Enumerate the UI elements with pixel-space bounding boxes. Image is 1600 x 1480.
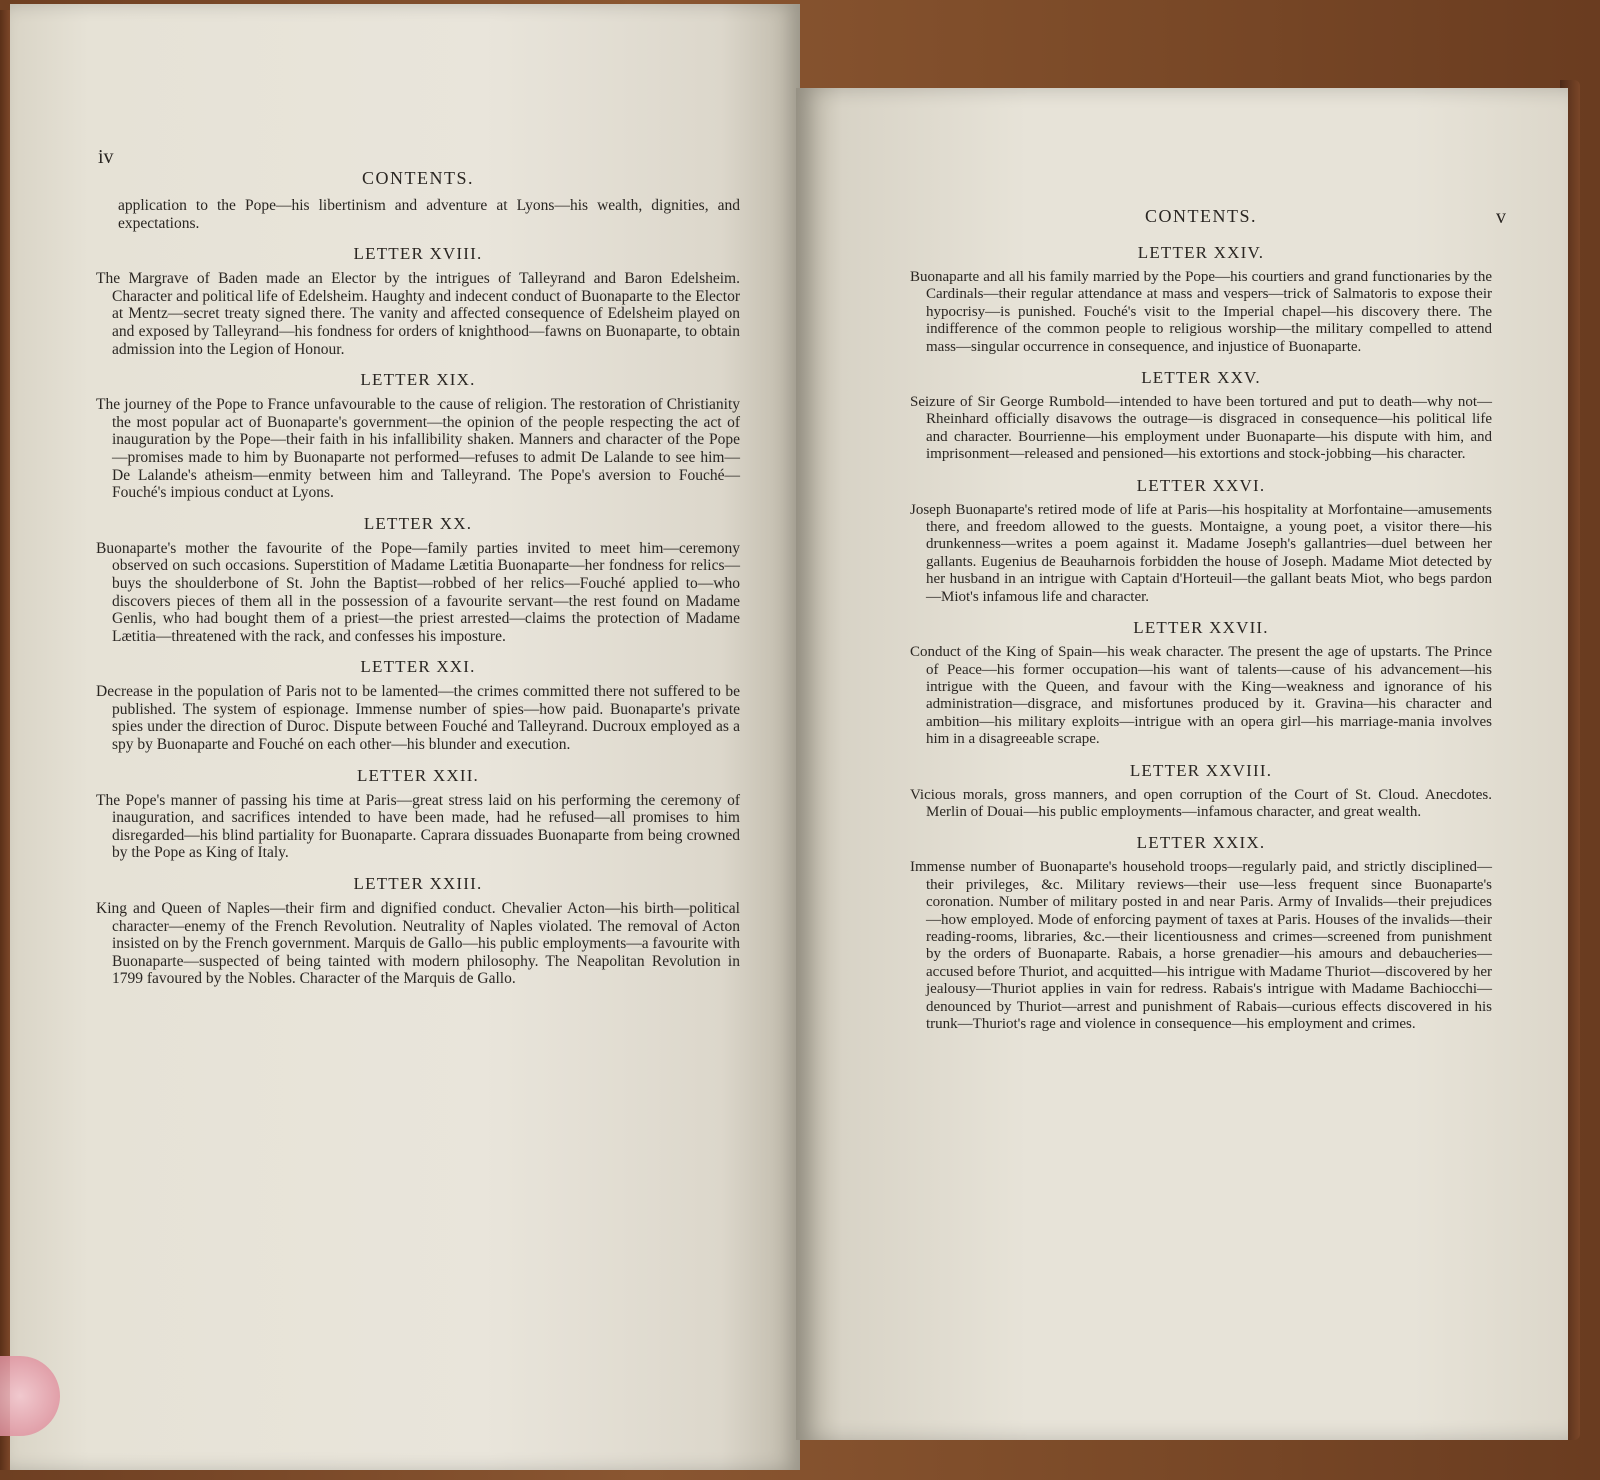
letter-summary: King and Queen of Naples—their firm and dignified conduct. Chevalier Acton—his birth—political character—enemy of the French Revolution. Neutrality of Naples violated. The removal of Acton insisted on by the French government. Marquis de Gallo—his public employments—a favourite with Buonaparte—suspected of being tainted with modern philosophy. The Neapolitan Revolution in 1799 favoured by the Nobles. Character of the Marquis de Gallo. (96, 900, 740, 988)
letter-summary: The journey of the Pope to France unfavourable to the cause of religion. The restoration of Christianity the most popular act of Buonaparte's government—the opinion of the people respecting the act of inauguration by the Pope—their faith in his infallibility shaken. Manners and character of the Pope—promises made to him by Buonaparte not performed—refuses to admit De Lalande to see him—De Lalande's atheism—enmity between him and Talleyrand. The Pope's aversion to Fouché—Fouché's impious conduct at Lyons. (96, 396, 740, 502)
letter-entry (910, 476, 1492, 606)
page-number: iv (98, 146, 114, 168)
letter-entry (96, 657, 740, 753)
letter-summary: Immense number of Buonaparte's household troops—regularly paid, and strictly disciplined—their privileges, &c. Military reviews—their use—less frequent since Buonaparte's coronation. Number of military posted in and near Paris. Army of Invalids—their prejudices—how employed. Mode of enforcing payment of taxes at Paris. Houses of the invalids—their reading-rooms, libraries, &c.—their licentiousness and crimes—screened from punishment by the orders of Buonaparte. Rabais, a horse grenadier—his amours and debaucheries—accused before Thuriot, and acquitted—his intrigue with Madame Thuriot—discovered by her jealousy—Thuriot applies in vain for redress. Rabais's intrigue with Madame Bachiocchi—denounced by Thuriot—arrest and punishment of Rabais—curious effects discovered in his trunk—Thuriot's rage and violence in consequence—his employment and crimes. (910, 859, 1492, 1032)
page-number: v (1496, 206, 1506, 228)
left-page (10, 4, 800, 1470)
letter-heading: LETTER XVIII. (353, 244, 483, 264)
letter-summary: The Pope's manner of passing his time at Paris—great stress laid on his performing the ceremony of inauguration, and sacrifices intended to have been made, had he refused—all promises to him disregarded—his blind partiality for Buonaparte. Caprara dissuades Buonaparte from being crowned by the Pope as King of Italy. (96, 791, 740, 862)
letter-entry (910, 761, 1492, 822)
letter-summary: Buonaparte's mother the favourite of the Pope—family parties invited to meet him—ceremony observed on such occasions. Superstition of Madame Lætitia Buonaparte—her fondness for relics—buys the shoulderbone of St. John the Baptist—robbed of her relics—Fouché applied to—who discovers pieces of them all in the possession of a favourite servant—the rest found on Madame Genlis, who had bought them of a priest—the priest arrested—claims the protection of Madame Lætitia—threatened with the rack, and confesses his imposture. (96, 539, 740, 645)
letter-entry (96, 766, 740, 862)
letter-summary: Joseph Buonaparte's retired mode of life at Paris—his hospitality at Morfontaine—amusements there, and freedom allowed to the guests. Montaigne, a young poet, a visitor there—his drunkenness—writes a poem against it. Madame Joseph's gallantries—duel between her gallants. Eugenius de Beauharnois forbidden the house of Joseph. Madame Miot detected by her husband in an intrigue with Captain d'Horteuil—the gallant beats Miot, who begs pardon—Miot's infamous life and character. (910, 501, 1492, 605)
letter-summary: Buonaparte and all his family married by the Pope—his courtiers and grand functionaries by the Cardinals—their regular attendance at mass and vespers—trick of Salmatoris to expose their hypocrisy—is punished. Fouché's visit to the Imperial chapel—his discovery there. The indifference of the common people to religious worship—the military compelled to attend mass—singular occurrence in consequence, and injustice of Buonaparte. (910, 269, 1492, 355)
letter-summary: Conduct of the King of Spain—his weak character. The present the age of upstarts. The Prince of Peace—his former occupation—his want of talents—cause of his advancement—his intrigue with the Queen, and favour with the King—weakness and ignorance of his administration—disgrace, and misfortunes produced by it. Gravina—his character and ambition—his military exploits—intrigue with an opera girl—his marriage-mania involves him in a disagreeable scrape. (910, 644, 1492, 748)
letter-entry (910, 368, 1492, 464)
running-head: CONTENTS. (362, 168, 474, 188)
letter-entry (910, 618, 1492, 748)
letter-heading: LETTER XX. (363, 513, 473, 533)
letter-summary: Decrease in the population of Paris not to be lamented—the crimes committed there not suffered to be published. The system of espionage. Immense number of spies—how paid. Buonaparte's private spies under the direction of Duroc. Dispute between Fouché and Talleyrand. Ducroux employed as a spy by Buonaparte and Fouché on each other—his blunder and execution. (96, 683, 740, 754)
running-head: CONTENTS. (1145, 206, 1257, 226)
letter-entry (910, 833, 1492, 1033)
letter-entry (96, 514, 740, 646)
letter-heading: LETTER XXVIII. (1129, 760, 1273, 780)
letter-summary: Vicious morals, gross manners, and open corruption of the Court of St. Cloud. Anecdotes. Merlin of Douai—his public employments—infamous character, and great wealth. (910, 786, 1492, 820)
letter-entry (96, 244, 740, 358)
letter-heading: LETTER XXVII. (1133, 618, 1269, 638)
letter-heading: LETTER XXV. (1141, 368, 1261, 388)
letter-summary: The Margrave of Baden made an Elector by the intrigues of Talleyrand and Baron Edelsheim. Character and political life of Edelsheim. Haughty and indecent conduct of Buonaparte to the Elector at Mentz—secret treaty signed there. The vanity and affected consequence of Edelsheim played on and exposed by Talleyrand—his fondness for orders of knighthood—fawns on Buonaparte, to obtain admission into the Legion of Honour. (96, 270, 740, 358)
letter-heading: LETTER XXII. (356, 765, 480, 785)
letter-summary: Seizure of Sir George Rumbold—intended to have been tortured and put to death—why not—Rheinhard officially disavows the outrage—is disgraced in consequence—his political life and character. Bourrienne—his employment under Buonaparte—his dispute with him, and imprisonment—released and pensioned—his extortions and stock-jobbing—his character. (910, 394, 1492, 463)
letter-entry (910, 243, 1492, 356)
letter-heading: LETTER XXVI. (1136, 475, 1266, 495)
right-page (796, 88, 1568, 1440)
letter-heading: LETTER XXIX. (1136, 833, 1266, 853)
letter-heading: LETTER XIX. (360, 370, 476, 390)
letter-heading: LETTER XXIV. (1137, 243, 1265, 262)
letter-entry (96, 370, 740, 502)
letter-heading: LETTER XXI. (360, 657, 476, 677)
letter-heading: LETTER XXIII. (353, 874, 483, 894)
continued-entry-text: application to the Pope—his libertinism and adventure at Lyons—his wealth, dignities, and expectations. (118, 197, 740, 232)
letter-entry (96, 874, 740, 988)
